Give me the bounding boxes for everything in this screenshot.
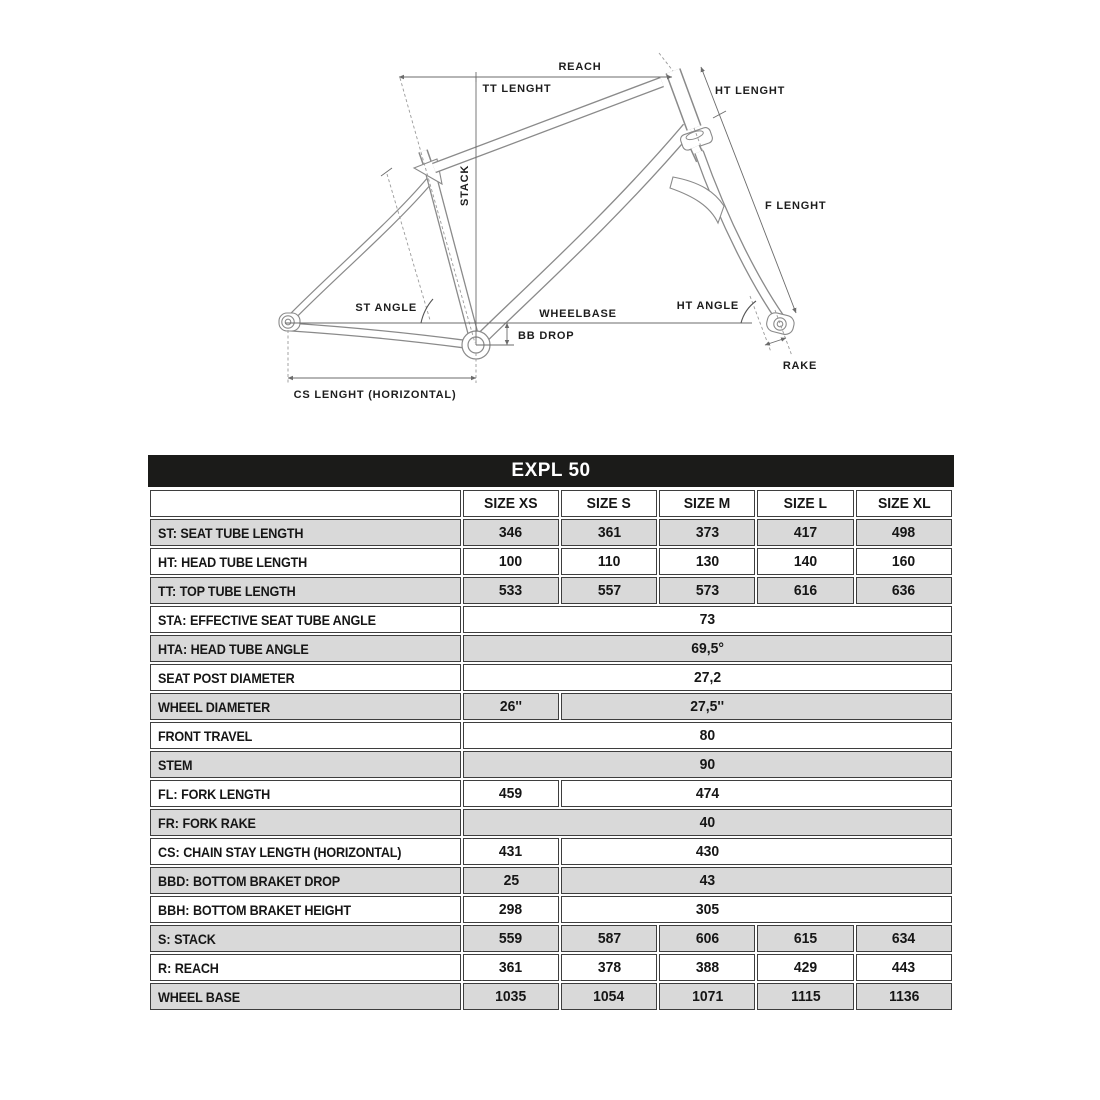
- spec-value-cell: 298: [463, 896, 559, 923]
- size-column-header: SIZE M: [659, 490, 755, 517]
- st-top-tick: [381, 168, 392, 176]
- blank-header-cell: [150, 490, 461, 517]
- spec-row-label: FR: FORK RAKE: [150, 809, 461, 836]
- label-stack: STACK: [459, 164, 471, 206]
- spec-row: [150, 519, 952, 546]
- spec-value-cell: 634: [856, 925, 952, 952]
- spec-value-cell: 573: [659, 577, 755, 604]
- frame-drawing: [279, 71, 796, 359]
- spec-value-cell: 533: [463, 577, 559, 604]
- spec-row: [150, 838, 952, 865]
- spec-row-label: WHEEL BASE: [150, 983, 461, 1010]
- spec-value-cell: 606: [659, 925, 755, 952]
- spec-row-label: R: REACH: [150, 954, 461, 981]
- spec-row: [150, 954, 952, 981]
- spec-value-cell: 378: [561, 954, 657, 981]
- spec-value-cell: 305: [561, 896, 952, 923]
- size-column-header: SIZE L: [757, 490, 853, 517]
- spec-row: [150, 867, 952, 894]
- spec-value-cell: 1115: [757, 983, 853, 1010]
- spec-value-cell: 459: [463, 780, 559, 807]
- head-tube-axis-upper: [659, 53, 673, 71]
- spec-row-label: BBD: BOTTOM BRAKET DROP: [150, 867, 461, 894]
- spec-value-cell: 373: [659, 519, 755, 546]
- spec-row: [150, 606, 952, 633]
- spec-value-cell: 1054: [561, 983, 657, 1010]
- label-cs-length: CS LENGHT (HORIZONTAL): [293, 389, 457, 401]
- diagram-labels: [294, 61, 827, 401]
- spec-value-cell: 346: [463, 519, 559, 546]
- label-rake: RAKE: [782, 360, 818, 372]
- spec-row: [150, 896, 952, 923]
- label-st-angle: ST ANGLE: [355, 302, 417, 314]
- spec-row-label: WHEEL DIAMETER: [150, 693, 461, 720]
- spec-row-label: ST: SEAT TUBE LENGTH: [150, 519, 461, 546]
- spec-row: [150, 925, 952, 952]
- spec-value-cell: 110: [561, 548, 657, 575]
- spec-row: [150, 693, 952, 720]
- spec-row-label: SEAT POST DIAMETER: [150, 664, 461, 691]
- ht-angle-arc: [741, 301, 756, 323]
- spec-row: [150, 722, 952, 749]
- ht-bottom-tick: [713, 111, 726, 118]
- label-f-length: F LENGHT: [765, 200, 827, 212]
- spec-row-label: S: STACK: [150, 925, 461, 952]
- bike-geometry-diagram: [0, 0, 1100, 445]
- spec-value-cell: 27,2: [463, 664, 952, 691]
- spec-value-cell: 90: [463, 751, 952, 778]
- spec-row-label: FL: FORK LENGTH: [150, 780, 461, 807]
- rear-dropout: [279, 313, 300, 331]
- spec-row-label: HTA: HEAD TUBE ANGLE: [150, 635, 461, 662]
- spec-row-label: TT: TOP TUBE LENGTH: [150, 577, 461, 604]
- spec-row: [150, 751, 952, 778]
- spec-sheet: [148, 455, 954, 1012]
- spec-value-cell: 429: [757, 954, 853, 981]
- spec-value-cell: 1035: [463, 983, 559, 1010]
- spec-row-label: STA: EFFECTIVE SEAT TUBE ANGLE: [150, 606, 461, 633]
- spec-value-cell: 160: [856, 548, 952, 575]
- spec-value-cell: 587: [561, 925, 657, 952]
- rake-dimension-line: [765, 338, 786, 345]
- spec-value-cell: 80: [463, 722, 952, 749]
- spec-value-cell: 636: [856, 577, 952, 604]
- front-dropout: [765, 311, 796, 336]
- spec-row: [150, 780, 952, 807]
- spec-value-cell: 616: [757, 577, 853, 604]
- spec-value-cell: 140: [757, 548, 853, 575]
- label-tt-length: TT LENGHT: [482, 83, 552, 95]
- spec-value-cell: 25: [463, 867, 559, 894]
- spec-value-cell: 474: [561, 780, 952, 807]
- spec-row: [150, 635, 952, 662]
- label-ht-angle: HT ANGLE: [676, 300, 739, 312]
- spec-value-cell: 1071: [659, 983, 755, 1010]
- size-column-header: SIZE XL: [856, 490, 952, 517]
- spec-table: [148, 488, 954, 1012]
- spec-value-cell: 559: [463, 925, 559, 952]
- spec-value-cell: 498: [856, 519, 952, 546]
- spec-value-cell: 361: [561, 519, 657, 546]
- spec-row-label: STEM: [150, 751, 461, 778]
- spec-value-cell: 557: [561, 577, 657, 604]
- size-column-header: SIZE S: [561, 490, 657, 517]
- spec-row: [150, 577, 952, 604]
- spec-row: [150, 548, 952, 575]
- spec-value-cell: 388: [659, 954, 755, 981]
- size-header-row: [150, 490, 952, 517]
- spec-row-label: FRONT TRAVEL: [150, 722, 461, 749]
- spec-value-cell: 130: [659, 548, 755, 575]
- spec-value-cell: 417: [757, 519, 853, 546]
- spec-row: [150, 809, 952, 836]
- spec-value-cell: 27,5'': [561, 693, 952, 720]
- spec-row: [150, 664, 952, 691]
- spec-row-label: HT: HEAD TUBE LENGTH: [150, 548, 461, 575]
- spec-value-cell: 40: [463, 809, 952, 836]
- label-bb-drop: BB DROP: [518, 330, 575, 342]
- label-ht-length: HT LENGHT: [715, 85, 786, 97]
- size-column-header: SIZE XS: [463, 490, 559, 517]
- spec-value-cell: 26'': [463, 693, 559, 720]
- st-angle-arc: [421, 299, 433, 323]
- spec-row-label: CS: CHAIN STAY LENGTH (HORIZONTAL): [150, 838, 461, 865]
- seat-tube-length-line: [387, 174, 430, 320]
- spec-value-cell: 430: [561, 838, 952, 865]
- spec-value-cell: 73: [463, 606, 952, 633]
- spec-value-cell: 69,5°: [463, 635, 952, 662]
- spec-value-cell: 443: [856, 954, 952, 981]
- spec-value-cell: 431: [463, 838, 559, 865]
- label-wheelbase: WHEELBASE: [539, 308, 617, 320]
- spec-row-label: BBH: BOTTOM BRAKET HEIGHT: [150, 896, 461, 923]
- spec-row: [150, 983, 952, 1010]
- spec-value-cell: 1136: [856, 983, 952, 1010]
- model-title: EXPL 50: [148, 455, 954, 487]
- spec-value-cell: 361: [463, 954, 559, 981]
- spec-value-cell: 615: [757, 925, 853, 952]
- label-reach: REACH: [558, 61, 602, 73]
- spec-value-cell: 100: [463, 548, 559, 575]
- spec-value-cell: 43: [561, 867, 952, 894]
